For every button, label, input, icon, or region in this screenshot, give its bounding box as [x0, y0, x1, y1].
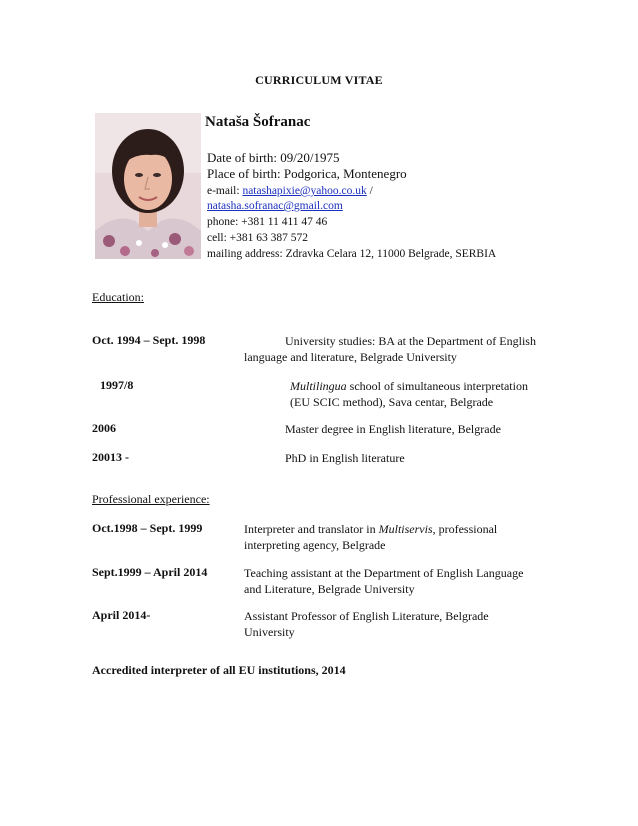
education-heading: Education: — [92, 290, 144, 304]
cell: cell: +381 63 387 572 — [207, 232, 309, 244]
email-line-2 — [207, 199, 343, 214]
place-of-birth: Place of birth: Podgorica, Montenegro — [207, 166, 407, 181]
experience-desc-text: Interpreter and translator in — [244, 522, 379, 536]
mailing-address: mailing address: Zdravka Celara 12, 11000 Belgrade, SERBIA — [207, 248, 497, 260]
email-link-gmail[interactable]: natasha.sofranac@gmail.com — [207, 200, 343, 212]
education-date: 20013 - — [92, 450, 129, 464]
experience-desc-line — [244, 521, 497, 538]
experience-heading: Professional experience: — [92, 492, 210, 506]
profile-photo-image — [95, 113, 201, 259]
date-of-birth: Date of birth: 09/20/1975 — [207, 150, 340, 165]
education-desc-text: school of simultaneous interpretation — [346, 379, 528, 393]
email-prefix: e-mail: — [207, 185, 243, 197]
agency-name-italic: Multiservis — [378, 522, 433, 536]
experience-desc-line: interpreting agency, Belgrade — [244, 538, 386, 552]
education-desc-line: language and literature, Belgrade University — [244, 350, 457, 364]
school-name-italic: Multilingua — [290, 379, 347, 393]
phone: phone: +381 11 411 47 46 — [207, 216, 328, 228]
education-desc-line: PhD in English literature — [285, 451, 405, 465]
education-desc-line — [290, 378, 528, 395]
education-date: 2006 — [92, 421, 116, 435]
experience-desc-text: , professional — [432, 522, 498, 536]
experience-desc-line: Assistant Professor of English Literature, Belgrade — [244, 609, 489, 623]
education-desc-line: University studies: BA at the Department of English — [285, 334, 536, 348]
education-date: 1997/8 — [100, 378, 134, 392]
experience-date: April 2014- — [92, 608, 151, 622]
email-separator: / — [366, 185, 373, 197]
page-title: CURRICULUM VITAE — [255, 73, 383, 87]
education-date: Oct. 1994 – Sept. 1998 — [92, 333, 206, 347]
education-desc-line: Master degree in English literature, Belgrade — [285, 422, 501, 436]
profile-photo — [95, 113, 201, 259]
education-desc-line: (EU SCIC method), Sava centar, Belgrade — [290, 395, 494, 409]
experience-desc-line: Teaching assistant at the Department of English Language — [244, 566, 524, 580]
person-name: Nataša Šofranac — [205, 114, 311, 130]
experience-desc-line: University — [244, 625, 295, 639]
email-link-yahoo[interactable]: natashapixie@yahoo.co.uk — [242, 185, 367, 197]
accreditation-statement: Accredited interpreter of all EU institutions, 2014 — [92, 663, 346, 677]
experience-date: Oct.1998 – Sept. 1999 — [92, 521, 203, 535]
experience-date: Sept.1999 – April 2014 — [92, 565, 208, 579]
email-line — [207, 184, 373, 199]
experience-desc-line: and Literature, Belgrade University — [244, 582, 415, 596]
